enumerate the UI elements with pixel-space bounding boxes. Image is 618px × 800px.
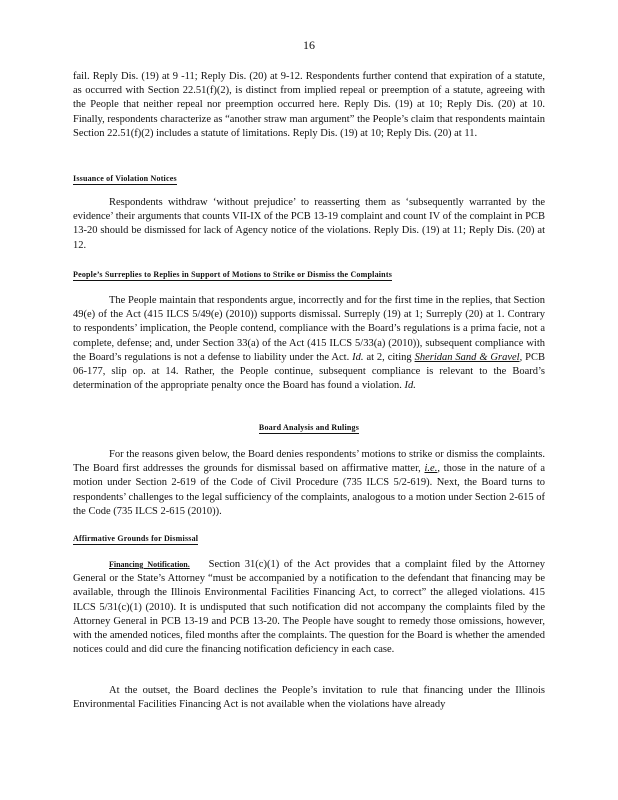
- paragraph-text: Respondents withdraw ‘without prejudice’ to reasserting them as ‘subsequently warranted by the evidence’ their arguments that counts VII-IX of the PCB 13-19 complaint and count IV of the complaint in PCB 13-20 should be dismissed for lack of Agency notice of the violations. Reply Dis. (19) at 11; Reply Dis. (20) at 12.: [73, 197, 545, 251]
- paragraph-financing-notification: [73, 558, 545, 657]
- text-segment: Section 31(c)(1) of the Act provides that a complaint filed by the Attorney General or the State’s Attorney “must be accompanied by a notification to the defendant that financing may be available, through the Illinois Environmental Facilities Financing Act, to correct” the alleged violations. 415 ILCS 5/31(c)(1) (2010). It is undisputed that such notification did not accompany the complaints filed by the Attorney General in PCB 13-19 and PCB 13-20. The People have sought to remedy those omissions, however, with the amended notices, filed months after the complaints. The question for the Board is whether the amended notices could and did cure the financing notification deficiency in each case.: [73, 559, 546, 656]
- paragraph-at-the-outset: [73, 684, 545, 712]
- paragraph-violation-notices: [73, 196, 545, 253]
- heading-text: Board Analysis and Rulings: [258, 423, 360, 432]
- paragraph-text: [73, 558, 545, 657]
- paragraph-text: [73, 294, 545, 393]
- paragraph-text: [73, 448, 545, 519]
- paragraph-reply-arguments: [73, 70, 545, 141]
- paragraph-text: At the outset, the Board declines the People’s invitation to rule that financing under the Illinois Environmental Facilities Financing Act is not available when the violations have already: [73, 685, 545, 711]
- heading-text: Affirmative Grounds for Dismissal: [73, 534, 199, 543]
- text-segment: The People maintain that respondents argue, incorrectly and for the first time in the replies, that Section 49(e) of the Act (415 ILCS 5/49(e) (2010)) supports dismissal. Surreply (19) at 1; Surreply (20) at 1. Contrary to respondents’ implication, the People contend, compliance with the Board’s regulations is a prima facie, not a complete, defense; and, under Section 33(a) of the Act (415 ILCS 5/33(a) (2010)), subsequent compliance with the Board’s regulations is not a defense to liability under the Act.: [73, 295, 545, 363]
- text-segment: For the reasons given below, the Board denies respondents’ motions to strike or dismiss the complaints. The Board first addresses the grounds for dismissal based on affirmative matter,: [73, 449, 545, 475]
- text-segment: at 2, citing: [366, 351, 412, 363]
- text-segment: , those in the nature of a motion under Section 2-619 of the Code of Civil Procedure (735 ILCS 5/2-619). Next, the Board turns to respondents’ challenges to the legal sufficiency of the complaints, analogous to a motion under Section 2-615 of the Code (735 ILCS 2-615 (2010)).: [73, 463, 545, 517]
- abbreviation-ie: i.e.: [424, 463, 438, 475]
- paragraph-people-maintain: [73, 294, 545, 393]
- id-citation: Id.: [352, 351, 364, 363]
- heading-text: People’s Surreplies to Replies in Support of Motions to Strike or Dismiss the Complaints: [73, 270, 393, 279]
- section-heading-affirmative: [73, 534, 198, 543]
- page-number: 16: [303, 38, 315, 52]
- id-citation: Id.: [404, 380, 416, 392]
- heading-text: Issuance of Violation Notices: [73, 174, 177, 183]
- section-heading-surreplies: [73, 270, 392, 279]
- case-citation: Sheridan Sand & Gravel: [414, 351, 520, 363]
- section-heading-board-analysis: [0, 423, 618, 432]
- text-segment: , PCB 06-177, slip op. at 14. Rather, the People continue, subsequent compliance is relevant to the Board’s determination of the appropriate penalty once the Board has found a violation.: [73, 351, 545, 392]
- runin-heading: Financing Notification.: [109, 560, 190, 569]
- paragraph-text: fail. Reply Dis. (19) at 9 -11; Reply Dis. (20) at 9-12. Respondents further contend that expiration of a statute, as occurred with Section 22.51(f)(2), is distinct from implied repeal or preemption of a statute, agreeing with the People that neither repeal nor preemption occurred here. Reply Dis. (19) at 10; Reply Dis. (20) at 10. Finally, respondents characterize as “another straw man argument” the People’s claim that respondents maintain Section 22.51(f)(2) includes a statute of limitations. Reply Dis. (19) at 10; Reply Dis. (20) at 11.: [73, 71, 545, 139]
- paragraph-reasons: [73, 448, 545, 519]
- section-heading-issuance: [73, 174, 177, 183]
